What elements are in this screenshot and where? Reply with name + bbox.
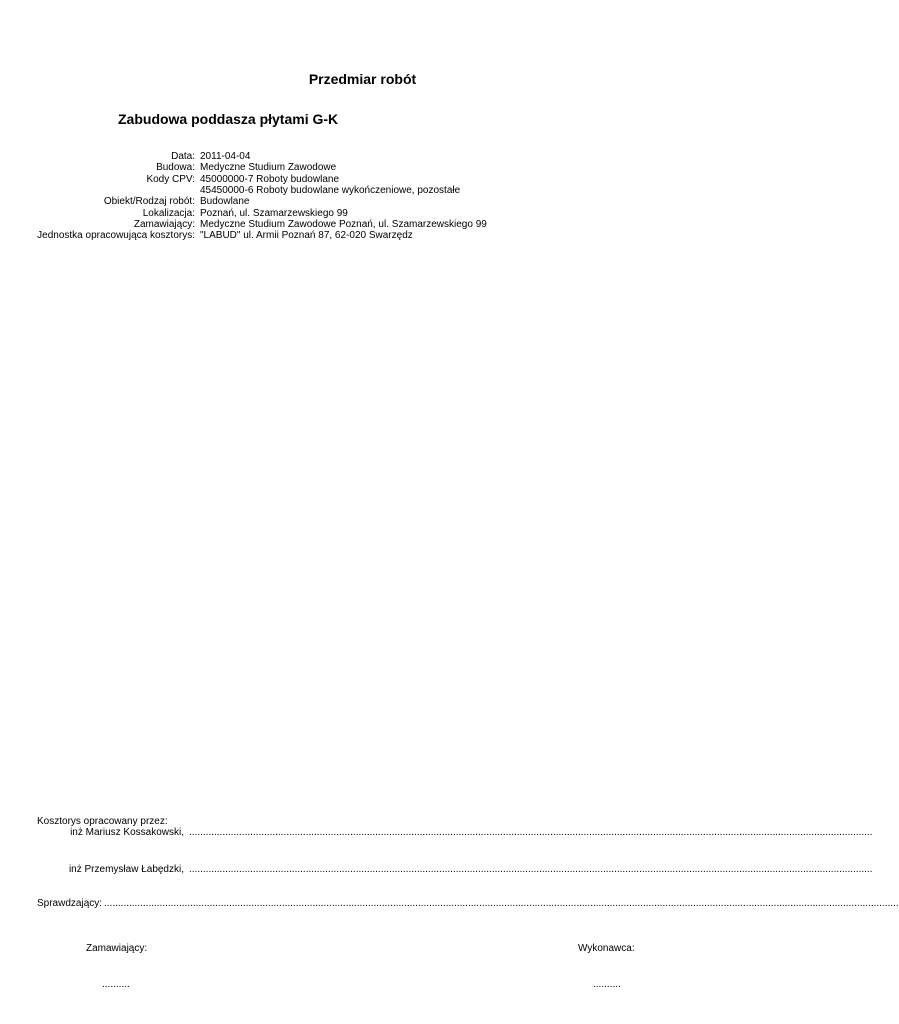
info-label: Obiekt/Rodzaj robót: — [103, 196, 195, 208]
info-value: Poznań, ul. Szamarzewskiego 99 — [200, 207, 348, 219]
signature-line-author-2: ...................................................................................................................................................................................................................................................... — [189, 864, 873, 875]
info-label: Data: — [171, 151, 195, 162]
info-value: 45450000-6 Roboty budowlane wykończeniowe, pozostałe — [200, 184, 461, 196]
document-title: Przedmiar robót — [308, 71, 417, 87]
info-label: Zamawiający: — [133, 218, 195, 230]
document-subtitle: Zabudowa poddasza płytami G-K — [118, 111, 339, 127]
info-value: Medyczne Studium Zawodowe — [200, 162, 337, 174]
info-label: Budowa: — [156, 162, 195, 174]
info-value: Budowlane — [200, 196, 250, 208]
info-value: "LABUD" ul. Armii Poznań 87, 62-020 Swarzędz — [200, 230, 413, 242]
checked-label: Sprawdzający: — [37, 898, 103, 909]
info-label: Kody CPV: — [146, 173, 195, 185]
client-label: Zamawiający: — [86, 943, 148, 954]
info-value: Medyczne Studium Zawodowe Poznań, ul. Szamarzewskiego 99 — [200, 218, 487, 230]
info-label: Jednostka opracowująca kosztorys: — [37, 230, 195, 242]
info-label: Lokalizacja: — [142, 207, 195, 219]
contractor-label: Wykonawca: — [578, 943, 635, 954]
prepared-by-label: Kosztorys opracowany przez: — [37, 816, 168, 827]
author-2: inż Przemysław Łabędzki, — [68, 864, 184, 875]
info-value: 45000000-7 Roboty budowlane — [200, 173, 339, 185]
signature-line-author-1: ...................................................................................................................................................................................................................................................... — [189, 827, 873, 838]
contractor-signature: .......... — [593, 979, 621, 990]
info-value: 2011-04-04 — [200, 151, 251, 162]
author-1: inż Mariusz Kossakowski, — [70, 827, 184, 838]
signature-line-checked: .............................................................................................................................................................................................................................................................................................. — [104, 898, 899, 909]
client-signature: .......... — [102, 979, 130, 990]
